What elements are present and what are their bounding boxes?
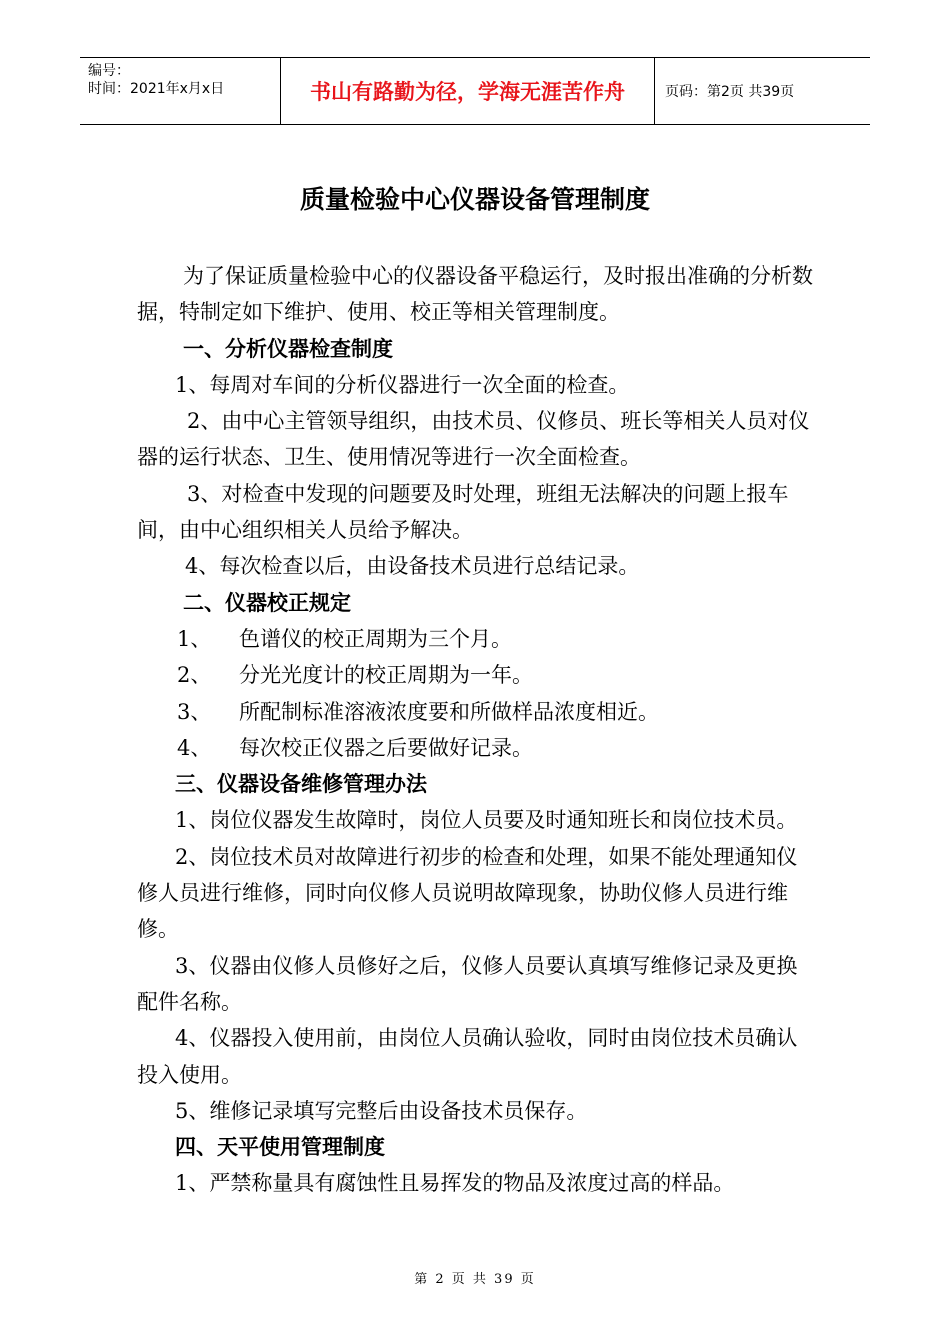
number-label: 编号：	[88, 63, 130, 79]
header-meta	[80, 58, 281, 124]
s2-item-4-number: 4、	[177, 735, 212, 760]
header-motto: 书山有路勤为径，学海无涯苦作舟	[281, 58, 655, 124]
section-heading-1: 一、分析仪器检查制度	[183, 336, 393, 361]
s2-item-1-text: 色谱仪的校正周期为三个月。	[239, 626, 512, 651]
s1-item-2: 2、由中心主管领导组织，由技术员、仪修员、班长等相关人员对仪器的运行状态、卫生、使用情况等进行一次全面检查。	[137, 409, 810, 470]
s4-item-1: 1、严禁称量具有腐蚀性且易挥发的物品及浓度过高的样品。	[175, 1171, 735, 1196]
s2-item-4	[137, 730, 817, 766]
s2-item-2-number: 2、	[177, 663, 212, 688]
s2-item-3-text: 所配制标准溶液浓度要和所做样品浓度相近。	[239, 699, 659, 724]
page-footer: 第 2 页 共 39 页	[414, 1272, 536, 1287]
s2-item-2-text: 分光光度计的校正周期为一年。	[239, 663, 533, 688]
s1-item-4: 4、每次检查以后，由设备技术员进行总结记录。	[185, 554, 640, 579]
s3-item-1: 1、岗位仪器发生故障时，岗位人员要及时通知班长和岗位技术员。	[175, 808, 798, 833]
s3-item-4: 4、仪器投入使用前，由岗位人员确认验收，同时由岗位技术员确认投入使用。	[137, 1026, 798, 1087]
s3-item-2: 2、岗位技术员对故障进行初步的检查和处理，如果不能处理通知仪修人员进行维修，同时向仪修人员说明故障现象，协助仪修人员进行维修。	[137, 844, 798, 942]
s2-item-4-text: 每次校正仪器之后要做好记录。	[239, 735, 533, 760]
section-heading-3: 三、仪器设备维修管理办法	[175, 772, 427, 797]
s2-item-3	[137, 694, 817, 730]
intro-paragraph: 为了保证质量检验中心的仪器设备平稳运行，及时报出准确的分析数据，特制定如下维护、使用、校正等相关管理制度。	[137, 264, 813, 325]
s2-item-1	[137, 621, 817, 657]
s3-item-5: 5、维修记录填写完整后由设备技术员保存。	[175, 1098, 588, 1123]
document-body	[137, 258, 817, 1202]
time-label: 时间：2021年x月x日	[88, 81, 225, 97]
s2-item-3-number: 3、	[177, 699, 212, 724]
s2-item-1-number: 1、	[177, 626, 212, 651]
section-heading-2: 二、仪器校正规定	[183, 590, 351, 615]
section-heading-4: 四、天平使用管理制度	[175, 1135, 385, 1160]
header-table	[80, 57, 870, 125]
s3-item-3: 3、仪器由仪修人员修好之后，仪修人员要认真填写维修记录及更换配件名称。	[137, 953, 798, 1014]
s2-item-2	[137, 657, 817, 693]
s1-item-1: 1、每周对车间的分析仪器进行一次全面的检查。	[175, 372, 630, 397]
document-title: 质量检验中心仪器设备管理制度	[299, 185, 650, 214]
header-page-info: 页码：第2页 共39页	[665, 84, 795, 100]
s1-item-3: 3、对检查中发现的问题要及时处理，班组无法解决的问题上报车间，由中心组织相关人员给予解决。	[137, 481, 789, 543]
